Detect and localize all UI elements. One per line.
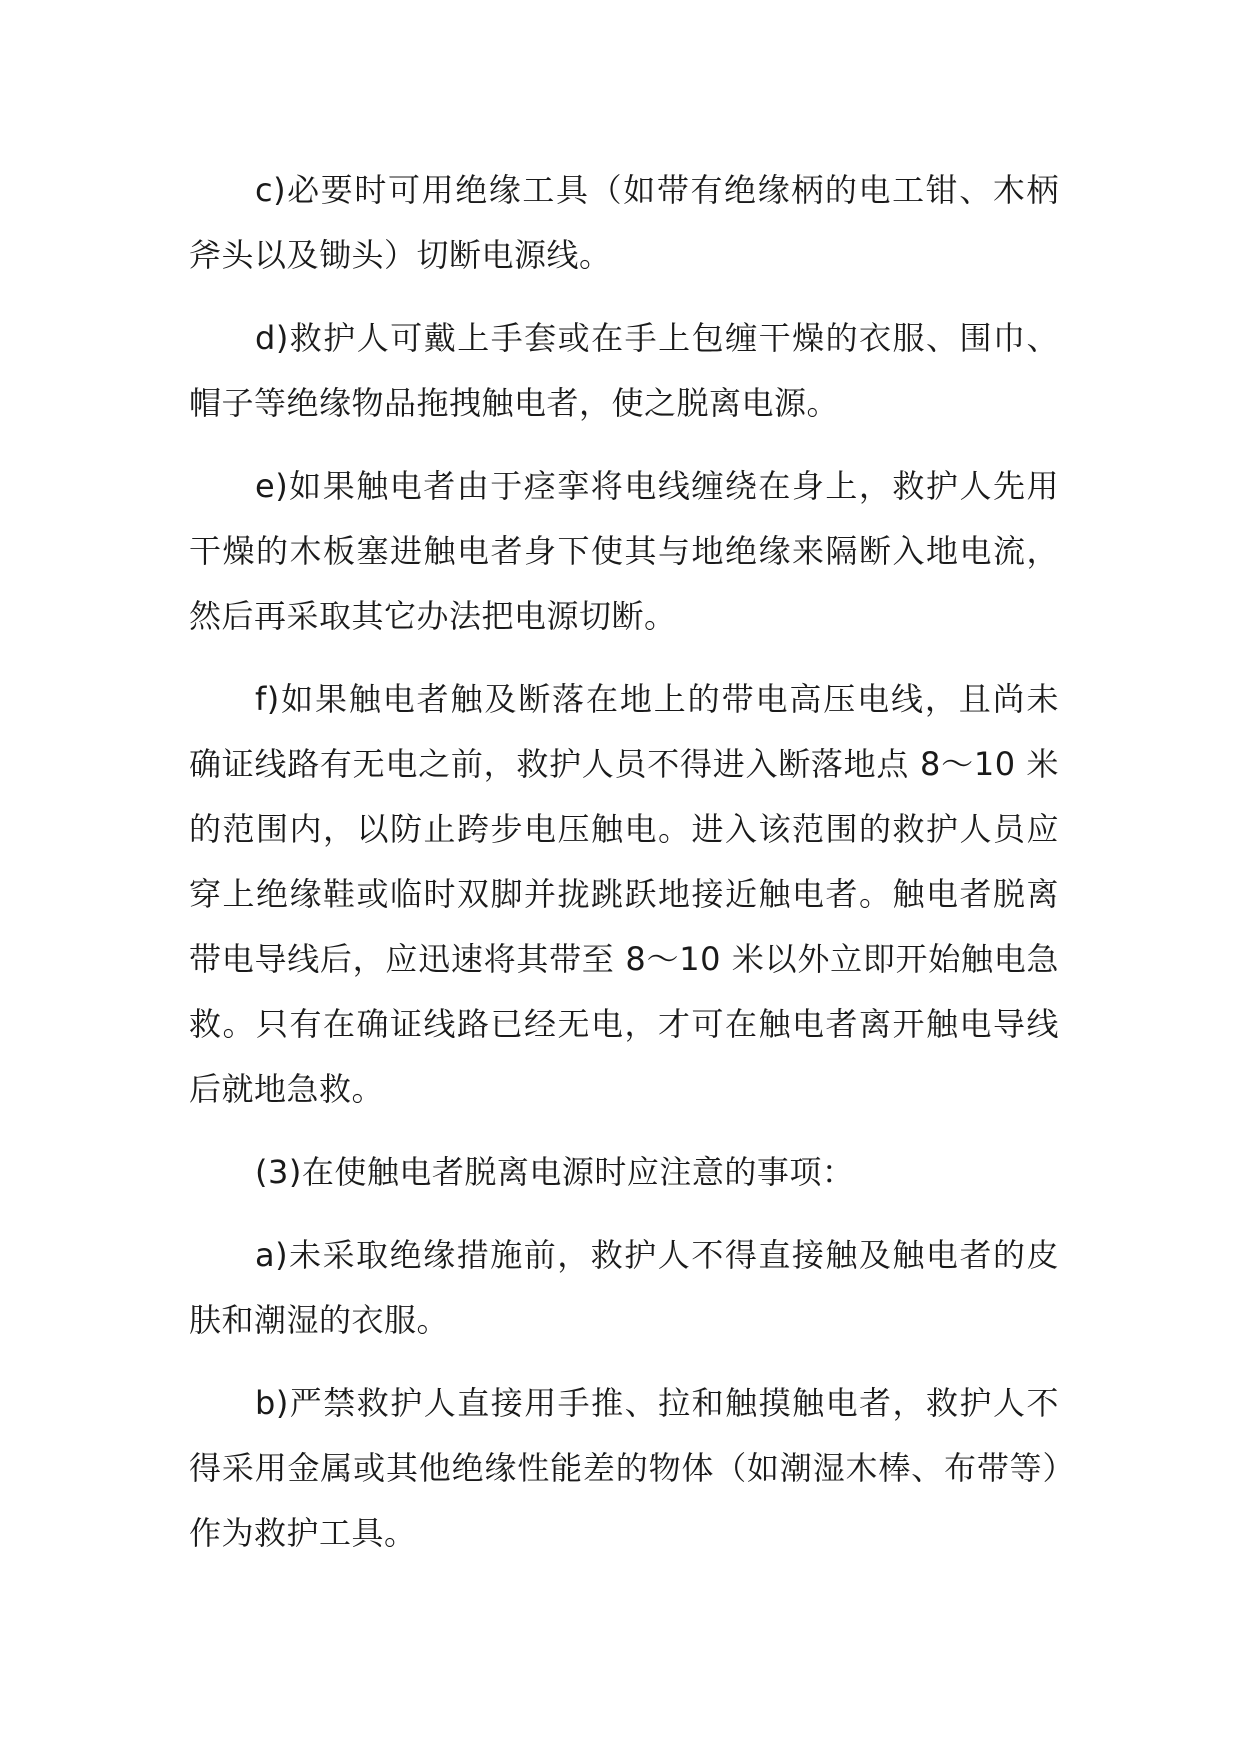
document-body [189, 158, 1059, 1584]
paragraph-e: e)如果触电者由于痉挛将电线缠绕在身上，救护人先用干燥的木板塞进触电者身下使其与地绝缘来隔断入地电流，然后再采取其它办法把电源切断。 [189, 467, 1059, 635]
paragraph-a: a)未采取绝缘措施前，救护人不得直接触及触电者的皮肤和潮湿的衣服。 [189, 1236, 1059, 1339]
paragraph-c: c)必要时可用绝缘工具（如带有绝缘柄的电工钳、木柄斧头以及锄头）切断电源线。 [189, 171, 1059, 274]
section-heading-3: (3)在使触电者脱离电源时应注意的事项： [255, 1153, 855, 1191]
paragraph-f: f)如果触电者触及断落在地上的带电高压电线，且尚未确证线路有无电之前，救护人员不得进入断落地点 8～10 米的范围内，以防止跨步电压触电。进入该范围的救护人员应穿上绝缘鞋或临时双脚并拢跳跃地接近触电者。触电者脱离带电导线后，应迅速将其带至 8～10 米以外立即开始触电急救。只有在确证线路已经无电，才可在触电者离开触电导线后就地急救。 [189, 680, 1059, 1108]
paragraph-d: d)救护人可戴上手套或在手上包缠干燥的衣服、围巾、帽子等绝缘物品拖拽触电者，使之脱离电源。 [189, 319, 1059, 422]
paragraph-b: b)严禁救护人直接用手推、拉和触摸触电者，救护人不得采用金属或其他绝缘性能差的物体（如潮湿木棒、布带等）作为救护工具。 [189, 1384, 1059, 1552]
